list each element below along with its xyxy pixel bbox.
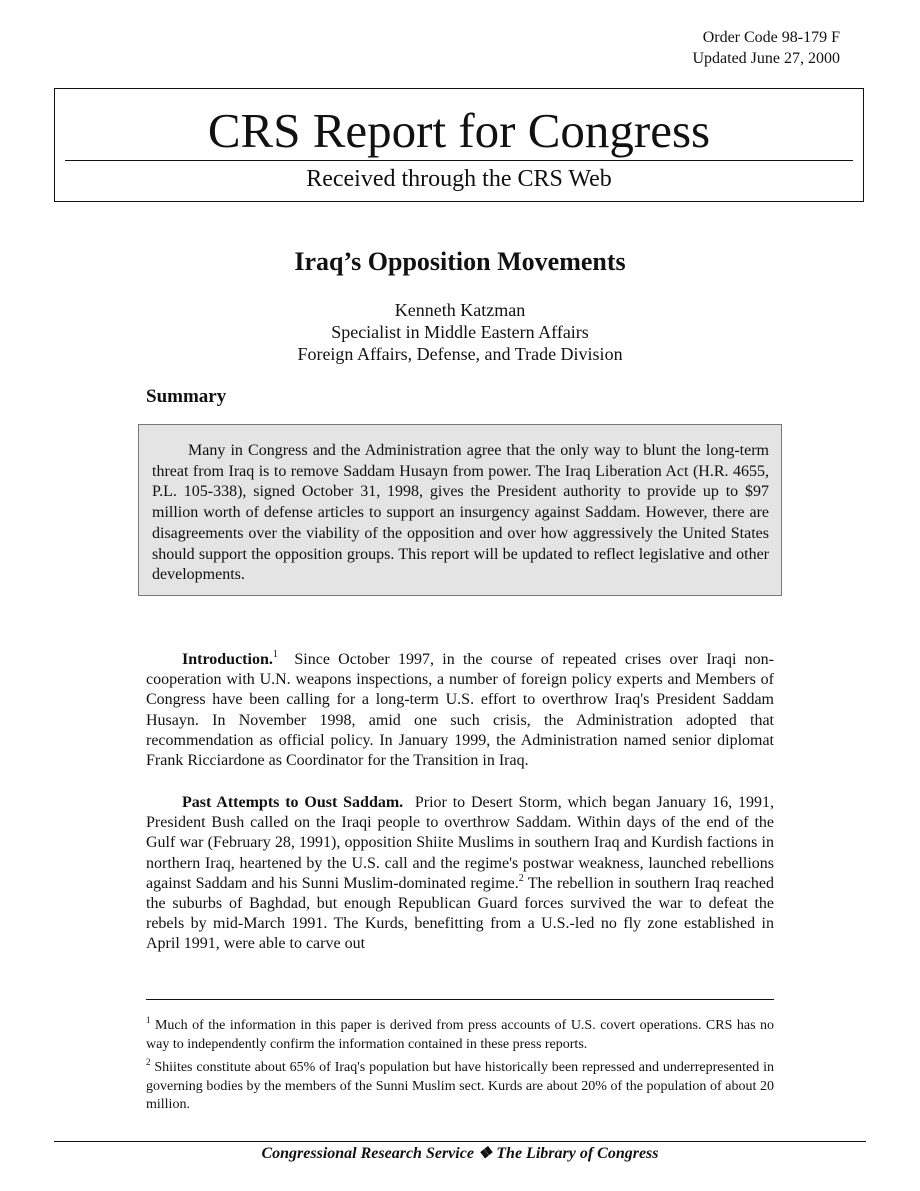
introduction-text: Since October 1997, in the course of repeated crises over Iraqi non-cooperation with U.N. weapons inspections, a number of foreign policy experts and Members of Congress have been calling for a long-term U.S. effort to overthrow Iraq's President Saddam Husayn. In November 1998, amid one such crisis, the Administration adopted that recommendation as official policy. In January 1999, the Administration named senior diplomat Frank Ricciardone as Coordinator for the Transition in Iraq. xyxy=(146,651,774,770)
past-attempts-text: Prior to Desert Storm, which began January 16, 1991, President Bush called on the Iraqi people to overthrow Saddam. Within days of the end of the Gulf war (February 28, 1991), opposition Shiite Muslims in southern Iraq and Kurdish factions in northern Iraq, heartened by the U.S. call and the regime's postwar weakness, launched rebellions against Saddam and his Sunni Muslim-dominated regime. xyxy=(146,794,774,892)
footnote-text: Shiites constitute about 65% of Iraq's population but have historically been repressed and underrepresented in governing bodies by the members of the Sunni Muslim sect. Kurds are about 20% of the population of about 20 million. xyxy=(146,1060,774,1112)
footnote-divider xyxy=(146,999,774,1000)
report-header-subtitle: Received through the CRS Web xyxy=(306,166,612,192)
footnotes xyxy=(146,1017,774,1120)
summary-heading: Summary xyxy=(146,386,227,407)
introduction-heading: Introduction. xyxy=(182,651,273,668)
footnote-mark: 1 xyxy=(146,1015,151,1025)
footer-divider xyxy=(54,1141,866,1142)
author-position: Specialist in Middle Eastern Affairs xyxy=(331,322,589,342)
page-footer: Congressional Research Service ❖ The Library of Congress xyxy=(261,1145,659,1162)
footnote-ref-1: 1 xyxy=(272,649,278,660)
order-code-block xyxy=(692,27,840,69)
footnote-item xyxy=(146,1059,774,1115)
author-name: Kenneth Katzman xyxy=(394,300,526,320)
footnote-ref-2: 2 xyxy=(518,872,524,884)
past-attempts-paragraph xyxy=(146,793,774,955)
updated-date: Updated June 27, 2000 xyxy=(692,50,840,67)
summary-box: Many in Congress and the Administration agree that the only way to blunt the long-term threat from Iraq is to remove Saddam Husayn from power. The Iraq Liberation Act (H.R. 4655, P.L. 105-338), signed October 31, 1998, gives the President authority to provide up to $97 million worth of defense articles to support an insurgency against Saddam. However, there are disagreements over the viability of the opposition and over how aggressively the United States should support the opposition groups. This report will be updated to reflect legislative and other developments. xyxy=(138,424,782,596)
footnote-mark: 2 xyxy=(146,1057,151,1067)
report-header-title: CRS Report for Congress xyxy=(207,103,711,158)
author-block xyxy=(0,299,920,365)
report-header xyxy=(54,88,864,202)
author-division: Foreign Affairs, Defense, and Trade Division xyxy=(297,344,623,364)
header-divider xyxy=(65,160,853,161)
footnote-item xyxy=(146,1017,774,1054)
past-attempts-text-continued: The rebellion in southern Iraq reached the suburbs of Baghdad, but enough Republican Guard forces survived the war to defeat the rebels by mid-March 1991. The Kurds, benefitting from a U.S.-led no fly zone established in April 1991, were able to carve out xyxy=(146,874,774,953)
document-title: Iraq’s Opposition Movements xyxy=(294,247,626,276)
introduction-section xyxy=(146,650,774,771)
order-code: Order Code 98-179 F xyxy=(702,29,840,46)
past-attempts-section xyxy=(146,793,774,955)
past-attempts-heading: Past Attempts to Oust Saddam. xyxy=(182,794,404,811)
introduction-paragraph xyxy=(146,650,774,771)
footnote-text: Much of the information in this paper is derived from press accounts of U.S. covert operations. CRS has no way to independently confirm the information contained in these press reports. xyxy=(146,1018,775,1052)
